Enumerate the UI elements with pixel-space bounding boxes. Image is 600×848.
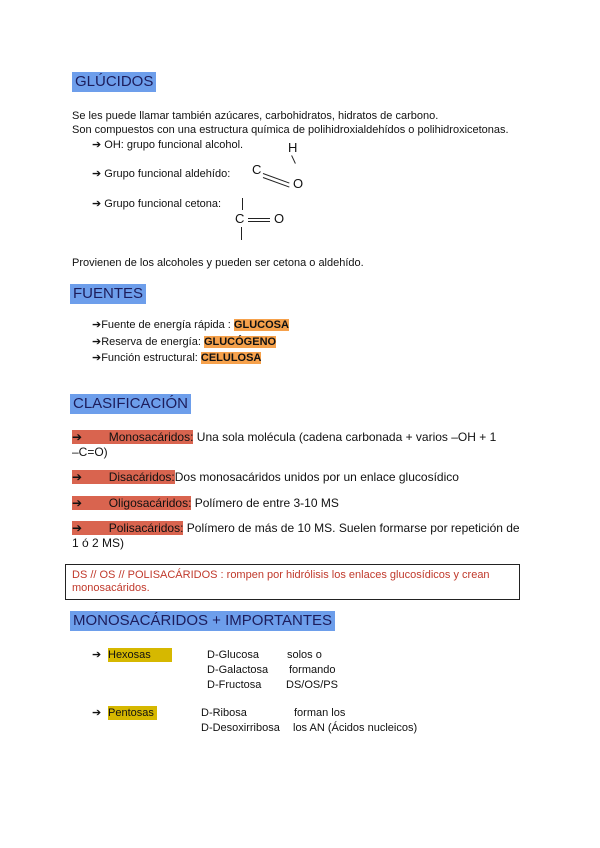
hexosa-sugar: D-Fructosa — [207, 679, 262, 691]
arrow-icon: ➔ — [92, 198, 102, 210]
ketone-bond-o-2 — [248, 221, 270, 222]
hexosa-sugar: D-Galactosa — [207, 664, 269, 676]
ketone-bond-o-1 — [248, 218, 270, 219]
arrow-icon: ➔ — [92, 139, 102, 151]
heading-glucidos: GLÚCIDOS — [72, 72, 156, 92]
clasificacion-desc: Polímero de entre 3-10 MS — [191, 496, 339, 510]
outro-text: Provienen de los alcoholes y pueden ser cetona o aldehído. — [72, 257, 364, 269]
group-item-alcohol — [92, 138, 243, 152]
pentosas-label: Pentosas — [108, 706, 157, 720]
heading-monosacaridos: MONOSACÁRIDOS + IMPORTANTES — [70, 611, 335, 631]
pentosa-sugar: D-Ribosa — [201, 707, 247, 719]
intro-line-2: Son compuestos con una estructura química de polihidroxialdehídos o polihidroxicetonas. — [72, 124, 509, 136]
clasificacion-desc: Polímero de más de 10 MS. Suelen formarse por repetición de — [183, 521, 520, 535]
aldehyde-c: C — [252, 162, 262, 177]
fuente-label: ➔Fuente de energía rápida : — [92, 319, 234, 331]
group-label: Grupo funcional aldehído: — [104, 168, 231, 180]
hexosas-label: Hexosas — [108, 648, 172, 662]
group-label: Grupo funcional cetona: — [104, 198, 222, 210]
clasificacion-tag: ➔ Disacáridos: — [72, 470, 175, 484]
aldehyde-bond-h — [291, 155, 296, 164]
clasificacion-item — [72, 496, 339, 511]
group-label: OH: grupo funcional alcohol. — [104, 139, 244, 151]
pentosa-sugar: D-Desoxirribosa — [201, 722, 280, 734]
hexosa-sugar: D-Glucosa — [207, 649, 259, 661]
heading-fuentes: FUENTES — [70, 284, 146, 304]
fuente-label: ➔Función estructural: — [92, 352, 201, 364]
clasificacion-desc-cont: –C=O) — [72, 445, 108, 459]
fuente-value: GLUCÓGENO — [203, 336, 277, 348]
clasificacion-item — [72, 521, 520, 536]
group-item-aldehyde — [92, 167, 230, 181]
arrow-icon: ➔ — [92, 168, 102, 180]
aldehyde-o: O — [293, 176, 304, 191]
pentosa-note: forman los — [294, 707, 346, 719]
clasificacion-item — [72, 470, 459, 485]
clasificacion-desc: Dos monosacáridos unidos por un enlace glucosídico — [174, 470, 459, 484]
pentosa-note: los AN (Ácidos nucleicos) — [293, 722, 418, 734]
hexosa-note: DS/OS/PS — [286, 679, 338, 691]
ketone-bond-up — [242, 198, 243, 210]
clasificacion-tag: ➔ Monosacáridos: — [72, 430, 194, 444]
hexosa-note: formando — [289, 664, 336, 676]
clasificacion-tag: ➔ Polisacáridos: — [72, 521, 184, 535]
group-item-ketone — [92, 197, 221, 211]
clasificacion-tag: ➔ Oligosacáridos: — [72, 496, 192, 510]
fuente-value: GLUCOSA — [233, 319, 289, 331]
clasificacion-item — [72, 430, 496, 445]
fuente-label: ➔Reserva de energía: — [92, 336, 204, 348]
ketone-c: C — [235, 211, 245, 226]
hexosa-note: solos o — [287, 649, 322, 661]
hydrolysis-note: DS // OS // POLISACÁRIDOS : rompen por hidrólisis los enlaces glucosídicos y crean monosacáridos. — [65, 564, 520, 600]
fuente-item — [92, 318, 289, 332]
fuente-value: CELULOSA — [200, 352, 262, 364]
hexosas-arrow-icon: ➔ — [92, 649, 102, 661]
ketone-bond-down — [241, 227, 242, 240]
heading-clasificacion: CLASIFICACIÓN — [70, 394, 191, 414]
fuente-item — [92, 351, 261, 365]
ketone-o: O — [274, 211, 285, 226]
clasificacion-desc-cont: 1 ó 2 MS) — [72, 536, 125, 550]
aldehyde-h: H — [288, 140, 298, 155]
fuente-item — [92, 335, 276, 349]
pentosas-arrow-icon: ➔ — [92, 707, 102, 719]
clasificacion-desc: Una sola molécula (cadena carbonada + varios –OH + 1 — [193, 430, 497, 444]
intro-line-1: Se les puede llamar también azúcares, carbohidratos, hidratos de carbono. — [72, 110, 439, 122]
